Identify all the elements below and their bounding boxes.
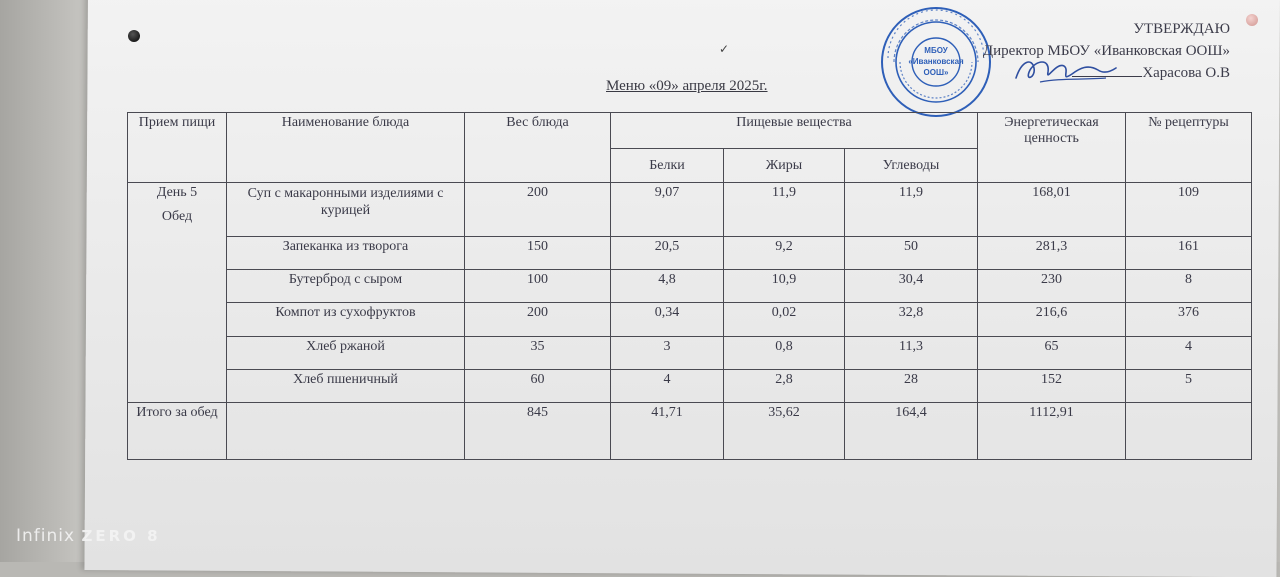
dish-carbs: 11,3 bbox=[845, 336, 978, 369]
dish-protein: 4,8 bbox=[611, 270, 724, 303]
dish-name: Бутерброд с сыром bbox=[227, 270, 465, 303]
total-protein: 41,71 bbox=[611, 402, 724, 459]
meal-name: Обед bbox=[161, 209, 193, 224]
header-energy: Энергетическая ценность bbox=[978, 113, 1126, 183]
dish-carbs: 50 bbox=[845, 237, 978, 270]
dish-carbs: 32,8 bbox=[845, 303, 978, 336]
total-recipe bbox=[1126, 402, 1252, 459]
dish-recipe: 8 bbox=[1126, 270, 1252, 303]
header-carbs: Углеводы bbox=[845, 149, 978, 183]
dish-fat: 0,8 bbox=[724, 336, 845, 369]
header-nutrients: Пищевые вещества bbox=[611, 113, 978, 149]
check-mark-icon: ✓ bbox=[719, 42, 730, 56]
dish-energy: 230 bbox=[978, 270, 1126, 303]
total-carbs: 164,4 bbox=[845, 402, 978, 459]
dish-energy: 168,01 bbox=[978, 183, 1126, 237]
dish-weight: 35 bbox=[465, 336, 611, 369]
total-weight: 845 bbox=[465, 402, 611, 459]
dish-weight: 150 bbox=[465, 237, 611, 270]
menu-table bbox=[127, 112, 1252, 460]
dish-protein: 9,07 bbox=[611, 183, 724, 237]
dish-protein: 0,34 bbox=[611, 303, 724, 336]
dish-recipe: 109 bbox=[1126, 183, 1252, 237]
dish-name: Хлеб ржаной bbox=[227, 336, 465, 369]
dish-weight: 200 bbox=[465, 303, 611, 336]
dish-energy: 216,6 bbox=[978, 303, 1126, 336]
dish-fat: 9,2 bbox=[724, 237, 845, 270]
table-row bbox=[128, 237, 1252, 270]
header-weight: Вес блюда bbox=[465, 113, 611, 183]
header-dish: Наименование блюда bbox=[227, 113, 465, 183]
dish-protein: 20,5 bbox=[611, 237, 724, 270]
table-row bbox=[128, 183, 1252, 237]
director-name: Харасова О.В bbox=[1142, 65, 1230, 81]
dish-protein: 4 bbox=[611, 369, 724, 402]
pushpin-icon bbox=[1246, 14, 1258, 26]
dish-carbs: 28 bbox=[845, 369, 978, 402]
stamp-text: «Иванковская bbox=[908, 57, 964, 66]
stamp-text: ООШ» bbox=[923, 68, 949, 77]
total-label: Итого за обед bbox=[128, 402, 227, 459]
dish-fat: 10,9 bbox=[724, 270, 845, 303]
table-row bbox=[128, 270, 1252, 303]
meal-cell bbox=[128, 183, 227, 403]
dish-fat: 0,02 bbox=[724, 303, 845, 336]
dish-carbs: 11,9 bbox=[845, 183, 978, 237]
official-stamp bbox=[880, 6, 992, 118]
watermark-brand: Infinix bbox=[16, 526, 76, 546]
dish-recipe: 4 bbox=[1126, 336, 1252, 369]
camera-watermark bbox=[16, 526, 161, 546]
dish-name: Запеканка из творога bbox=[227, 237, 465, 270]
dish-recipe: 5 bbox=[1126, 369, 1252, 402]
watermark-model: ZERO 8 bbox=[81, 527, 161, 545]
dish-carbs: 30,4 bbox=[845, 270, 978, 303]
dish-energy: 65 bbox=[978, 336, 1126, 369]
total-fat: 35,62 bbox=[724, 402, 845, 459]
table-row bbox=[128, 336, 1252, 369]
dish-name: Суп с макаронными изделиями с курицей bbox=[227, 183, 465, 237]
approve-label: УТВЕРЖДАЮ bbox=[1133, 21, 1230, 37]
dish-name: Компот из сухофруктов bbox=[227, 303, 465, 336]
dish-weight: 100 bbox=[465, 270, 611, 303]
dish-fat: 11,9 bbox=[724, 183, 845, 237]
dish-energy: 152 bbox=[978, 369, 1126, 402]
handwritten-signature bbox=[1010, 52, 1120, 88]
meal-day: День 5 bbox=[156, 185, 198, 200]
total-dish-empty bbox=[227, 402, 465, 459]
dish-recipe: 161 bbox=[1126, 237, 1252, 270]
total-row bbox=[128, 402, 1252, 459]
dish-energy: 281,3 bbox=[978, 237, 1126, 270]
header-recipe: № рецептуры bbox=[1126, 113, 1252, 183]
header-protein: Белки bbox=[611, 149, 724, 183]
table-row bbox=[128, 303, 1252, 336]
stamp-text: МБОУ bbox=[924, 46, 948, 55]
dish-weight: 200 bbox=[465, 183, 611, 237]
total-energy: 1112,91 bbox=[978, 402, 1126, 459]
menu-title: Меню «09» апреля 2025г. bbox=[606, 78, 768, 94]
dish-weight: 60 bbox=[465, 369, 611, 402]
dish-name: Хлеб пшеничный bbox=[227, 369, 465, 402]
pushpin-icon bbox=[128, 30, 140, 42]
director-title: Директор МБОУ «Иванковская ООШ» bbox=[982, 43, 1230, 59]
dish-recipe: 376 bbox=[1126, 303, 1252, 336]
dish-protein: 3 bbox=[611, 336, 724, 369]
header-fat: Жиры bbox=[724, 149, 845, 183]
dish-fat: 2,8 bbox=[724, 369, 845, 402]
header-meal: Прием пищи bbox=[128, 113, 227, 183]
table-row bbox=[128, 369, 1252, 402]
